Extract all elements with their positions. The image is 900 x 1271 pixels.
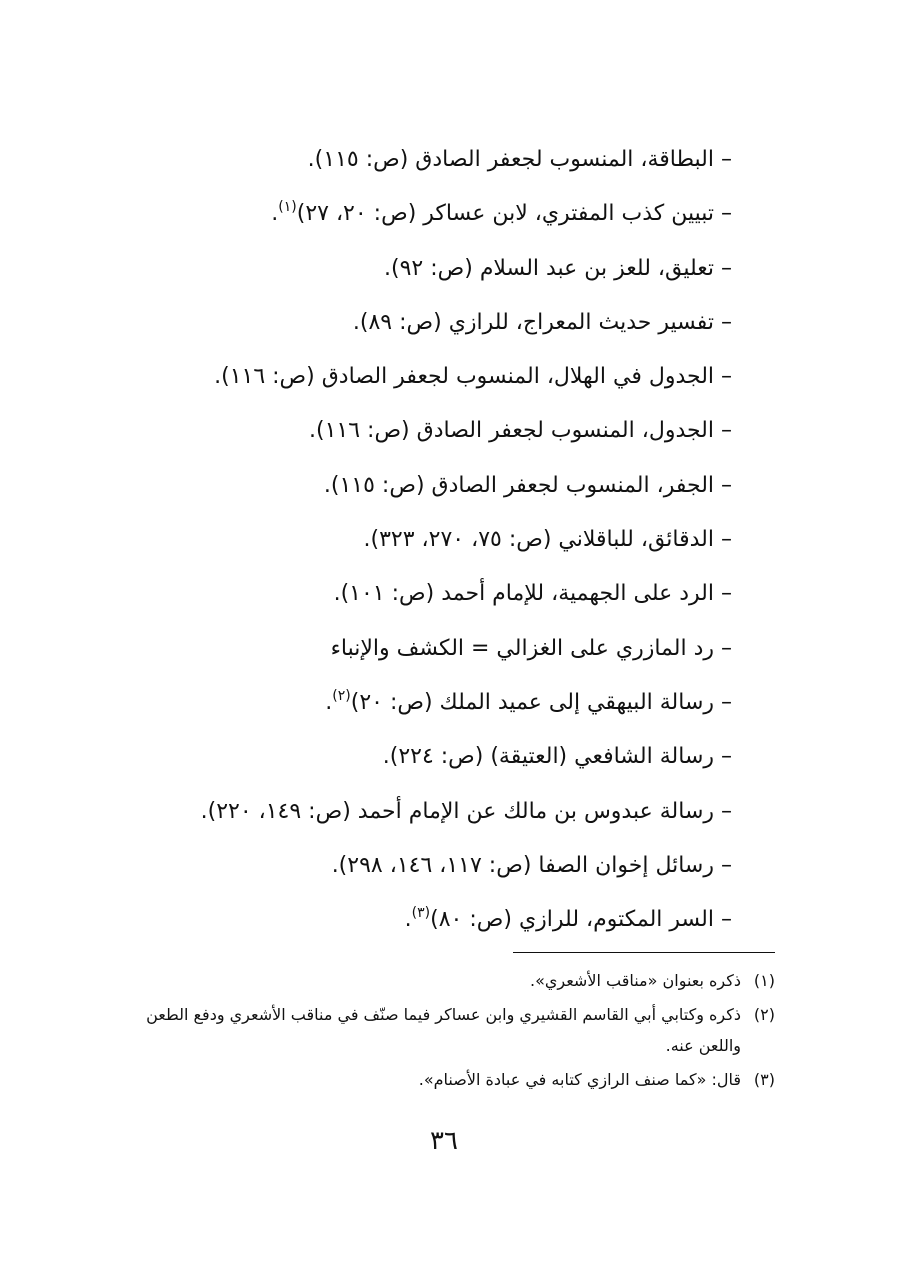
entry-tail: .: [325, 689, 333, 715]
entry-text: – الرد على الجهمية، للإمام أحمد (ص: ١٠١).: [333, 581, 732, 607]
entry-text: – البطاقة، المنسوب لجعفر الصادق (ص: ١١٥).: [307, 147, 732, 172]
entry-tail: .: [404, 907, 412, 933]
list-item: [112, 520, 732, 574]
list-item: [112, 846, 732, 900]
entry-text: – تفسير حديث المعراج، للرازي (ص: ٨٩).: [352, 309, 732, 335]
list-item: [112, 683, 732, 737]
entry-text: – الدقائق، للباقلاني (ص: ٧٥، ٢٧٠، ٣٢٣).: [363, 527, 732, 553]
entry-text: – رسالة البيهقي إلى عميد الملك (ص: ٢٠): [350, 689, 732, 715]
list-item: [112, 357, 732, 411]
footnote-number: (٢): [753, 1005, 775, 1024]
footnote-text: قال: «كما صنف الرازي كتابه في عبادة الأصنام».: [418, 1070, 741, 1089]
entry-text: – الجدول، المنسوب لجعفر الصادق (ص: ١١٦).: [309, 418, 732, 444]
footnote-text: ذكره وكتابي أبي القاسم القشيري وابن عساكر فيما صنّف في مناقب الأشعري ودفع الطعن واللعن عنه.: [146, 1005, 741, 1055]
list-item: [112, 900, 732, 954]
entry-tail: .: [271, 201, 279, 227]
list-item: [112, 411, 732, 465]
footnotes: [105, 965, 775, 1098]
entry-text: – تبيين كذب المفتري، لابن عساكر (ص: ٢٠، ٢٧): [296, 201, 732, 227]
footnote-marker: (٢): [332, 687, 351, 704]
footnote-item: [105, 1064, 775, 1095]
list-item: [112, 140, 732, 194]
list-item: [112, 629, 732, 683]
entry-text: – السر المكتوم، للرازي (ص: ٨٠): [430, 907, 732, 933]
footnote-item: [105, 965, 775, 996]
entry-text: – تعليق، للعز بن عبد السلام (ص: ٩٢).: [384, 255, 732, 281]
entry-text: – رسالة عبدوس بن مالك عن الإمام أحمد (ص: ١٤٩، ٢٢٠).: [200, 798, 732, 824]
entry-text: – رد المازري على الغزالي = الكشف والإنباء: [330, 635, 732, 661]
footnote-number: (١): [753, 971, 775, 990]
footnote-divider: [513, 952, 775, 953]
list-item: [112, 574, 732, 628]
footnote-marker: (١): [278, 199, 297, 216]
list-item: [112, 249, 732, 303]
entry-text: – رسالة الشافعي (العتيقة) (ص: ٢٢٤).: [382, 744, 732, 770]
footnote-text: ذكره بعنوان «مناقب الأشعري».: [529, 971, 741, 990]
list-item: [112, 792, 732, 846]
list-item: [112, 194, 732, 248]
list-item: [112, 303, 732, 357]
list-item: [112, 466, 732, 520]
entry-text: – رسائل إخوان الصفا (ص: ١١٧، ١٤٦، ٢٩٨).: [331, 852, 732, 878]
list-item: [112, 737, 732, 791]
footnote-marker: (٣): [411, 905, 431, 922]
entry-text: – الجفر، المنسوب لجعفر الصادق (ص: ١١٥).: [323, 472, 732, 498]
page-number: ٣٦: [430, 1126, 458, 1156]
footnote-number: (٣): [753, 1070, 775, 1089]
footnote-item: [105, 999, 775, 1061]
entry-text: – الجدول في الهلال، المنسوب لجعفر الصادق (ص: ١١٦).: [214, 364, 732, 390]
reference-list: [112, 140, 732, 954]
